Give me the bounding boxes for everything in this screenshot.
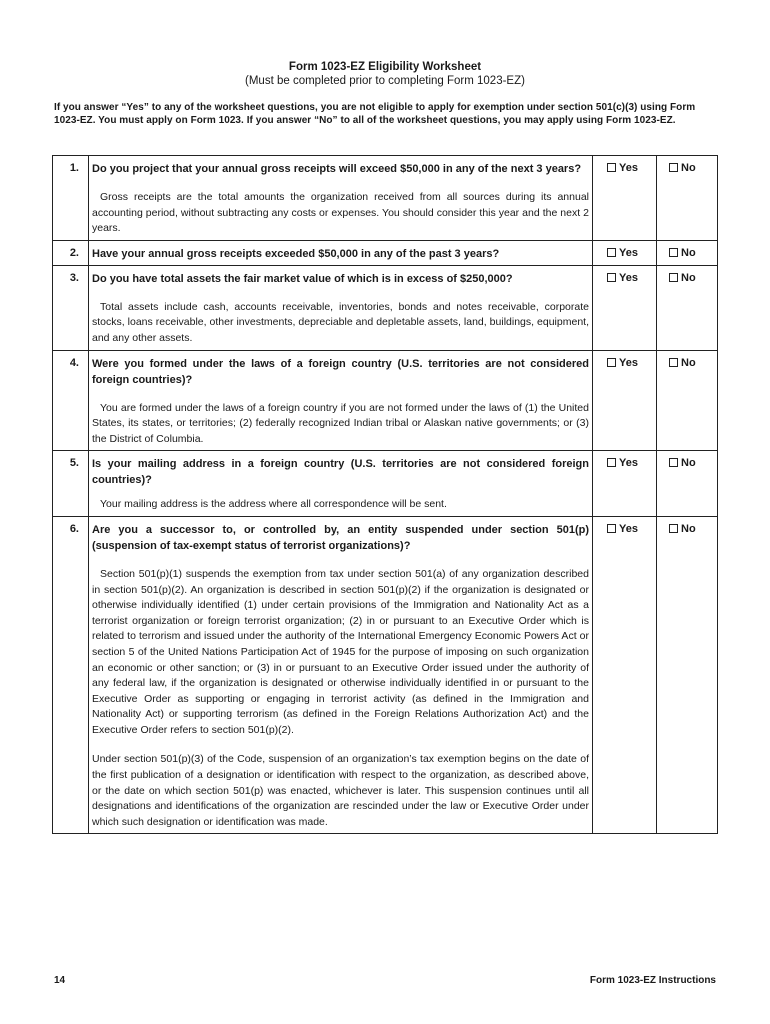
question-explanation: Section 501(p)(1) suspends the exemption from tax under section 501(a) of any organization described in section 501(p)(2). An organization is described in section 501(p)(2) if the organization is designated or otherwise individually identified (1) under certain provisions of the Immigration and Nationality Act as a terrorist organization or foreign terrorist organization; (2) in or pursuant to an Executive Order which is related to terrorism and issued under the authority of the International Emergency Economic Powers Act or section 5 of the United Nations Participation Act of 1945 for the purpose of imposing on such organization an economic or other sanction; or (3) in or pursuant to an Executive Order issued under the authority of any federal law, if the organization is designated or otherwise individually identified in or pursuant to the Executive Order as supporting or engaging in terrorist activity (as defined in the Immigration and Nationality Act) or supporting terrorism (as defined in the Foreign Relations Authorization Act) and the Executive Order refers to section 501(p)(2).: [92, 567, 589, 736]
no-option[interactable]: [657, 451, 718, 517]
yes-option[interactable]: [593, 516, 657, 834]
question-number: 1.: [53, 156, 89, 241]
question-text: Are you a successor to, or controlled by, an entity suspended under section 501(p) (suspension of tax-exempt status of terrorist organizations)?: [92, 523, 589, 552]
question-text: Have your annual gross receipts exceeded $50,000 in any of the past 3 years?: [92, 247, 500, 260]
no-option[interactable]: [657, 350, 718, 451]
yes-option[interactable]: [593, 156, 657, 241]
question-cell: [89, 265, 593, 350]
checkbox-icon[interactable]: [669, 524, 678, 533]
question-row-1: [53, 156, 718, 241]
yes-label: Yes: [619, 162, 638, 174]
question-row-3: [53, 265, 718, 350]
question-cell: [89, 451, 593, 517]
yes-option[interactable]: [593, 240, 657, 265]
no-option[interactable]: [657, 516, 718, 834]
question-number: 3.: [53, 265, 89, 350]
question-explanation: Your mailing address is the address where all correspondence will be sent.: [100, 498, 447, 511]
question-number: 2.: [53, 240, 89, 265]
question-explanation: You are formed under the laws of a foreign country if you are not formed under the laws of (1) the United States, its states, or territories; (2) federally recognized Indian tribal or Alaskan native governments; or (3) the District of Columbia.: [92, 401, 589, 445]
question-row-2: [53, 240, 718, 265]
checkbox-icon[interactable]: [607, 273, 616, 282]
no-label: No: [681, 522, 696, 535]
eligibility-worksheet-table: [52, 155, 718, 834]
instructions-paragraph: If you answer “Yes” to any of the worksheet questions, you are not eligible to apply for exemption under section 501(c)(3) using Form 1023-EZ. You must apply on Form 1023. If you answer “No” to all of the worksheet questions, you may apply using Form 1023-EZ.: [54, 102, 696, 126]
no-label: No: [681, 162, 696, 174]
no-label: No: [681, 457, 696, 470]
question-number: 6.: [53, 516, 89, 834]
checkbox-icon[interactable]: [607, 458, 616, 467]
question-text: Do you have total assets the fair market value of which is in excess of $250,000?: [92, 272, 513, 285]
yes-option[interactable]: [593, 350, 657, 451]
checkbox-icon[interactable]: [607, 524, 616, 533]
question-number: 4.: [53, 350, 89, 451]
no-label: No: [681, 246, 696, 259]
question-explanation: Total assets include cash, accounts receivable, inventories, bonds and notes receivable, corporate stocks, loans receivable, other investments, depreciable and depletable assets, land, buildings, equipment, and any other assets.: [92, 300, 589, 344]
yes-label: Yes: [619, 457, 638, 470]
yes-label: Yes: [619, 246, 638, 259]
page-number: 14: [54, 975, 66, 986]
yes-label: Yes: [619, 522, 638, 535]
page-subtitle: (Must be completed prior to completing Form 1023-EZ): [245, 75, 525, 87]
no-label: No: [681, 271, 696, 284]
page-title: Form 1023-EZ Eligibility Worksheet: [288, 61, 482, 73]
checkbox-icon[interactable]: [669, 273, 678, 282]
no-label: No: [681, 356, 696, 369]
document-name: Form 1023-EZ Instructions: [589, 975, 716, 986]
question-row-6: [53, 516, 718, 834]
question-cell: [89, 240, 593, 265]
yes-label: Yes: [619, 271, 638, 284]
question-cell: [89, 350, 593, 451]
no-option[interactable]: [657, 156, 718, 241]
question-number: 5.: [53, 451, 89, 517]
no-option[interactable]: [657, 240, 718, 265]
question-cell: [89, 516, 593, 834]
worksheet-header: [0, 60, 770, 88]
question-row-5: [53, 451, 718, 517]
checkbox-icon[interactable]: [669, 248, 678, 257]
question-row-4: [53, 350, 718, 451]
checkbox-icon[interactable]: [607, 248, 616, 257]
yes-option[interactable]: [593, 265, 657, 350]
checkbox-icon[interactable]: [607, 163, 616, 172]
checkbox-icon[interactable]: [669, 163, 678, 172]
checkbox-icon[interactable]: [669, 358, 678, 367]
checkbox-icon[interactable]: [669, 458, 678, 467]
question-explanation: Gross receipts are the total amounts the organization received from all sources during its annual accounting period, without subtracting any costs or expenses. You should consider this year and the next 2 years.: [92, 191, 589, 235]
question-explanation-continued: Under section 501(p)(3) of the Code, suspension of an organization’s tax exemption begins on the date of the first publication of a designation or identification with respect to the organization, as described above, or the date on which section 501(p) was enacted, whichever is later. This suspension continues until all designations and identifications of the organization are rescinded under the law or Executive Order under which such designation or identification was made.: [92, 753, 589, 828]
question-text: Do you project that your annual gross receipts will exceed $50,000 in any of the next 3 years?: [92, 163, 582, 175]
checkbox-icon[interactable]: [607, 358, 616, 367]
question-text: Were you formed under the laws of a foreign country (U.S. territories are not considered foreign countries)?: [92, 357, 589, 386]
yes-option[interactable]: [593, 451, 657, 517]
no-option[interactable]: [657, 265, 718, 350]
yes-label: Yes: [619, 356, 638, 369]
question-cell: [89, 156, 593, 241]
question-text: Is your mailing address in a foreign country (U.S. territories are not considered foreign countries)?: [92, 458, 589, 487]
